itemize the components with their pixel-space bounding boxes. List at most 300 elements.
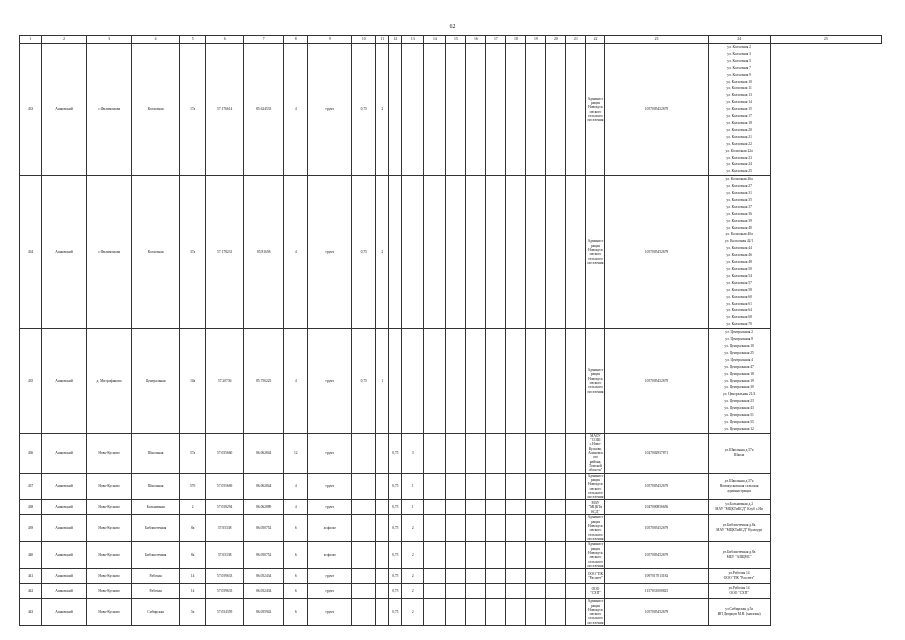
cell-empty <box>506 584 526 599</box>
cell-area: 4 <box>284 500 308 515</box>
cell-num: 443 <box>20 599 42 626</box>
cell-13: 0,75 <box>389 584 402 599</box>
cell-street: Больничная <box>132 500 180 515</box>
address-line: ул. Колхозная 46 <box>726 253 752 258</box>
cell-empty <box>526 584 546 599</box>
column-number: 24 <box>708 36 770 44</box>
address-line: ул. Колхозная 48 <box>726 260 752 265</box>
cell-empty <box>566 433 586 473</box>
cell-empty <box>506 599 526 626</box>
cell-settlement: с.Филимонова <box>87 176 132 329</box>
cell-empty <box>446 433 466 473</box>
cell-surface: грунт <box>308 44 352 176</box>
cell-14: 1 <box>402 500 424 515</box>
cell-empty <box>466 569 486 584</box>
cell-settlement: Ново-Кусково <box>87 500 132 515</box>
cell-volume: 0,75 <box>352 329 376 434</box>
address-line: МАУ "МЦКТиКСД" Культура <box>716 528 762 533</box>
cell-district: Ашковский <box>42 584 87 599</box>
address-line: ул. Колхозная 39 <box>726 218 752 223</box>
address-line: ул. Центральная 4 <box>725 357 753 362</box>
table-row <box>20 584 882 599</box>
cell-lat: 57.178231 <box>206 176 244 329</box>
cell-empty <box>566 329 586 434</box>
table-row <box>20 542 882 569</box>
cell-owner: Администрация Новокусковского сельского поселения <box>587 515 604 541</box>
column-number: 8 <box>284 36 308 44</box>
column-number: 23 <box>605 36 708 44</box>
address-line: ул. Колхозная 40 <box>726 225 752 230</box>
cell-empty <box>506 515 526 542</box>
cell-lat: 57.05338 <box>206 542 244 569</box>
cell-empty <box>566 473 586 500</box>
column-number: 13 <box>402 36 424 44</box>
address-line: ул. Колхозная 11 <box>726 86 752 91</box>
cell-empty <box>526 473 546 500</box>
cell-num: 438 <box>20 500 42 515</box>
cell-street: Школьная <box>132 473 180 500</box>
address-line: ул. Колхозная 68 <box>726 315 752 320</box>
cell-empty <box>424 44 446 176</box>
cell-settlement: Ново-Кусково <box>87 515 132 542</box>
cell-empty <box>566 584 586 599</box>
cell-lon: 86.052434 <box>244 584 284 599</box>
column-number: 11 <box>376 36 389 44</box>
cell-empty <box>486 500 506 515</box>
address-line: ООО "ПК "Рассвет" <box>723 576 755 581</box>
cell-ogrn: 1057005452679 <box>605 329 708 434</box>
address-line: ул.Рабочая 14 <box>728 586 750 591</box>
cell-area: 4 <box>284 473 308 500</box>
cell-14: 1 <box>402 473 424 500</box>
cell-13: 0,75 <box>389 473 402 500</box>
cell-house: 8а <box>180 542 206 569</box>
cell-empty <box>546 44 566 176</box>
address-line: ул.Больничная д.2 <box>725 502 754 507</box>
table-row <box>20 599 882 626</box>
cell-empty <box>486 433 506 473</box>
cell-empty <box>546 569 566 584</box>
address-line: ул. Колхозная 42/1 <box>724 239 754 244</box>
cell-empty <box>424 500 446 515</box>
address-line: ул. Центральная 12 <box>724 426 754 431</box>
cell-empty <box>546 599 566 626</box>
cell-empty <box>526 542 546 569</box>
cell-empty <box>446 44 466 176</box>
address-line: ул. Колхозная 60 <box>726 294 752 299</box>
cell-volume <box>352 599 376 626</box>
address-line: ул. Колхозная 40а <box>725 232 753 237</box>
cell-empty <box>466 515 486 542</box>
cell-13 <box>389 44 402 176</box>
address-line: ул. Колхозная 15 <box>726 107 752 112</box>
cell-surface: грунт <box>308 176 352 329</box>
address-line: ул. Центральная 30 <box>724 385 754 390</box>
cell-empty <box>506 542 526 569</box>
cell-empty <box>446 329 466 434</box>
cell-empty <box>466 599 486 626</box>
cell-empty <box>506 569 526 584</box>
cell-addresses <box>708 515 770 542</box>
cell-district: Ашковский <box>42 176 87 329</box>
cell-empty <box>466 433 486 473</box>
cell-surface: грунт <box>308 329 352 434</box>
address-line: ул. Колхозная 14 <box>726 100 752 105</box>
cell-14: 2 <box>402 542 424 569</box>
address-line: ул. Центральная 10 <box>724 343 754 348</box>
cell-house: 2 <box>180 500 206 515</box>
cell-num: 434 <box>20 176 42 329</box>
cell-empty <box>526 599 546 626</box>
address-line: ул. Колхозная 36 <box>726 211 752 216</box>
cell-volume <box>352 569 376 584</box>
cell-owner: Администрация Новокусковского сельского поселения <box>586 329 605 434</box>
cell-count <box>376 515 389 542</box>
cell-area: 6 <box>284 542 308 569</box>
cell-num: 441 <box>20 569 42 584</box>
cell-empty <box>526 515 546 542</box>
cell-ogrn: 1157031000825 <box>605 584 708 599</box>
cell-volume <box>352 584 376 599</box>
cell-empty <box>466 584 486 599</box>
address-line: ул.Школьная д.57а <box>724 448 754 453</box>
column-number: 9 <box>308 36 352 44</box>
address-line: ул. Колхозная 58 <box>726 287 752 292</box>
table-row <box>20 515 882 542</box>
cell-empty <box>486 473 506 500</box>
cell-street: Школьная <box>132 433 180 473</box>
cell-count <box>376 584 389 599</box>
cell-lat: 57.055660 <box>206 433 244 473</box>
cell-addresses <box>708 542 770 569</box>
cell-empty <box>466 44 486 176</box>
cell-house: 14 <box>180 584 206 599</box>
cell-volume <box>352 542 376 569</box>
cell-empty <box>486 542 506 569</box>
address-line: ул. Колхозная 18 <box>726 120 752 125</box>
address-line: ул. Колхозная 23 <box>726 155 752 160</box>
cell-surface: асфальт <box>308 515 352 542</box>
cell-empty <box>486 515 506 542</box>
cell-13: 0,75 <box>389 515 402 542</box>
cell-owner: Администрация Новокусковского сельского поселения <box>587 542 604 568</box>
column-number: 19 <box>526 36 546 44</box>
table-row <box>20 44 882 176</box>
cell-lat: 57.059633 <box>206 584 244 599</box>
cell-ogrn: 1027000856656 <box>605 500 708 515</box>
cell-lon: 86.055942 <box>244 599 284 626</box>
cell-empty <box>446 599 466 626</box>
cell-empty <box>566 599 586 626</box>
column-number: 22 <box>586 36 605 44</box>
cell-14 <box>402 329 424 434</box>
column-number: 4 <box>132 36 180 44</box>
cell-empty <box>526 329 546 434</box>
cell-empty <box>506 500 526 515</box>
cell-lat: 57.059633 <box>206 569 244 584</box>
cell-street: Библиотечная <box>132 542 180 569</box>
cell-addresses <box>708 500 770 515</box>
cell-area: 6 <box>284 599 308 626</box>
cell-empty <box>526 569 546 584</box>
cell-district: Ашковский <box>42 433 87 473</box>
cell-empty <box>506 433 526 473</box>
column-number: 1 <box>20 36 42 44</box>
cell-empty <box>506 473 526 500</box>
cell-empty <box>566 569 586 584</box>
address-line: ул.Библиотечная д.8а <box>722 523 756 528</box>
address-line: Новокусковская сельская администрация <box>719 484 759 493</box>
cell-14 <box>402 44 424 176</box>
cell-14: 2 <box>402 569 424 584</box>
address-line: ул. Центральная 21/2 <box>722 392 756 397</box>
cell-addresses <box>708 473 770 500</box>
cell-ogrn: 1057005452679 <box>605 515 708 542</box>
cell-owner: Администрация Новокусковского сельского поселения <box>587 599 604 625</box>
cell-empty <box>546 329 566 434</box>
cell-area: 12 <box>284 433 308 473</box>
cell-house: 57б <box>180 473 206 500</box>
table-row <box>20 176 882 329</box>
address-line: ул.Библиотечная д.8а <box>722 550 756 555</box>
address-line: ул. Центральная 51 <box>724 413 754 418</box>
table-row <box>20 569 882 584</box>
address-line: ул. Центральная 8 <box>725 337 753 342</box>
cell-empty <box>424 542 446 569</box>
cell-street: Колхозная <box>132 44 180 176</box>
page-number: 62 <box>449 24 456 30</box>
cell-owner: Администрация Новокусковского сельского поселения <box>587 473 604 500</box>
cell-empty <box>424 584 446 599</box>
address-line: ул. Центральная 2 <box>725 330 753 335</box>
cell-volume <box>352 500 376 515</box>
address-line: ул. Колхозная 64 <box>726 308 752 313</box>
address-line: МБУ "АЗЩМС" <box>726 555 752 560</box>
cell-area: 6 <box>284 584 308 599</box>
column-number: 25 <box>770 36 881 44</box>
address-line: ул. Центральная 23 <box>724 399 754 404</box>
cell-owner: ООО "ПК "Рассвет" <box>586 569 605 584</box>
table-body <box>20 36 882 626</box>
address-line: ул. Центральная 43 <box>724 406 754 411</box>
address-line: ул. Колхозная 25 <box>726 169 752 174</box>
column-number: 7 <box>244 36 284 44</box>
cell-area: 6 <box>284 569 308 584</box>
cell-addresses <box>708 176 770 329</box>
cell-empty <box>546 473 566 500</box>
cell-14: 2 <box>402 599 424 626</box>
address-line: ул. Центральная 25 <box>724 350 754 355</box>
address-line: ул. Колхозная 27 <box>726 184 752 189</box>
cell-empty <box>446 569 466 584</box>
cell-14 <box>402 176 424 329</box>
cell-house: 37а <box>180 176 206 329</box>
cell-lat: 57.055669 <box>206 473 244 500</box>
cell-district: Ашковский <box>42 44 87 176</box>
cell-empty <box>546 584 566 599</box>
cell-house: 5а <box>180 599 206 626</box>
address-line: ул. Колхозная 35 <box>726 197 752 202</box>
address-line: ИП Дворцов М.В. (магазин) <box>717 612 761 617</box>
address-line: ул. Колхозная 22 <box>726 141 752 146</box>
column-number: 21 <box>566 36 586 44</box>
cell-empty <box>466 176 486 329</box>
cell-13: 0,75 <box>389 500 402 515</box>
cell-ogrn: 1057005452679 <box>605 44 708 176</box>
cell-surface: грунт <box>308 569 352 584</box>
cell-empty <box>446 542 466 569</box>
cell-street: Колхозная <box>132 176 180 329</box>
cell-empty <box>566 515 586 542</box>
address-line: ул. Колхозная 54 <box>726 273 752 278</box>
cell-lon: 86.050752 <box>244 542 284 569</box>
cell-empty <box>546 176 566 329</box>
cell-empty <box>446 500 466 515</box>
cell-empty <box>546 542 566 569</box>
cell-owner: ООО "СХП" <box>586 584 605 599</box>
cell-lat: 57.058294 <box>206 500 244 515</box>
cell-14: 2 <box>402 584 424 599</box>
cell-empty <box>546 433 566 473</box>
address-line: ул. Колхозная 9 <box>727 72 751 77</box>
cell-district: Ашковский <box>42 569 87 584</box>
cell-empty <box>424 176 446 329</box>
cell-surface: грунт <box>308 599 352 626</box>
cell-settlement: Ново-Кусково <box>87 584 132 599</box>
cell-lon: 85.756225 <box>244 329 284 434</box>
column-number: 16 <box>466 36 486 44</box>
address-line: ул. Колхозная 21 <box>726 134 752 139</box>
cell-empty <box>466 473 486 500</box>
column-number: 17 <box>486 36 506 44</box>
address-line: ул. Колхозная 44 <box>726 246 752 251</box>
cell-lon: 86.062844 <box>244 473 284 500</box>
address-line: ул. Центральная 55 <box>724 419 754 424</box>
cell-volume: 0,75 <box>352 44 376 176</box>
cell-empty <box>526 176 546 329</box>
column-number: 18 <box>506 36 526 44</box>
cell-count: 2 <box>376 44 389 176</box>
cell-owner: Администрация Новокусковского сельского поселения <box>586 176 605 329</box>
column-number: 20 <box>546 36 566 44</box>
cell-addresses <box>708 329 770 434</box>
cell-empty <box>424 473 446 500</box>
cell-house: 14 <box>180 569 206 584</box>
address-line: ул. Центральная 19 <box>724 378 754 383</box>
cell-owner: МАУ "МЦКТиКСД" <box>586 500 605 515</box>
cell-empty <box>486 329 506 434</box>
cell-13 <box>389 329 402 434</box>
address-line: ул. Колхозная 37 <box>726 204 752 209</box>
cell-count <box>376 433 389 473</box>
cell-13 <box>389 176 402 329</box>
cell-addresses <box>708 44 770 176</box>
cell-volume <box>352 433 376 473</box>
address-line: ул. Колхозная 10 <box>726 79 752 84</box>
cell-lat: 57.20736 <box>206 329 244 434</box>
cell-empty <box>486 599 506 626</box>
cell-lon: 86.062844 <box>244 433 284 473</box>
address-line: ул. Колхозная 31 <box>726 191 752 196</box>
cell-district: Ашковский <box>42 599 87 626</box>
cell-area: 4 <box>284 176 308 329</box>
address-line: ул. Колхозная 57 <box>726 280 752 285</box>
column-number: 15 <box>446 36 466 44</box>
cell-empty <box>424 599 446 626</box>
cell-empty <box>506 329 526 434</box>
cell-empty <box>424 433 446 473</box>
cell-ogrn: 1027002957871 <box>605 433 708 473</box>
table-row <box>20 473 882 500</box>
cell-num: 437 <box>20 473 42 500</box>
registry-table <box>19 35 882 626</box>
cell-14: 2 <box>402 515 424 542</box>
column-number-row <box>20 36 882 44</box>
cell-ogrn: 1057005452679 <box>605 176 708 329</box>
cell-addresses <box>708 599 770 626</box>
cell-lon: 85.624533 <box>244 44 284 176</box>
address-line: ул. Колхозная 50 <box>726 267 752 271</box>
cell-num: 433 <box>20 44 42 176</box>
cell-settlement: Ново-Кусково <box>87 542 132 569</box>
cell-empty <box>466 500 486 515</box>
cell-addresses <box>708 569 770 584</box>
address-line: Школа <box>733 453 745 458</box>
cell-settlement: Ново-Кусково <box>87 599 132 626</box>
cell-lon: 85.81658 <box>244 176 284 329</box>
cell-volume <box>352 515 376 542</box>
cell-empty <box>566 500 586 515</box>
cell-empty <box>446 176 466 329</box>
cell-lat: 57.05338 <box>206 515 244 542</box>
cell-settlement: д. Митрофаново <box>87 329 132 434</box>
cell-empty <box>526 500 546 515</box>
cell-settlement: Ново-Кусково <box>87 569 132 584</box>
cell-empty <box>486 176 506 329</box>
cell-empty <box>526 44 546 176</box>
address-line: ул.Школьная д.57а <box>724 479 754 483</box>
cell-num: 440 <box>20 542 42 569</box>
cell-empty <box>466 542 486 569</box>
table-row <box>20 329 882 434</box>
cell-empty <box>566 44 586 176</box>
cell-empty <box>446 584 466 599</box>
cell-house: 8а <box>180 515 206 542</box>
cell-surface: грунт <box>308 433 352 473</box>
address-line: ул. Центральная 18 <box>724 371 754 376</box>
column-number: 5 <box>180 36 206 44</box>
address-line: ул. Колхозная 26а <box>725 177 753 182</box>
table-row <box>20 433 882 473</box>
address-line: ул. Колхозная 7 <box>727 65 751 70</box>
cell-street: Библиотечная <box>132 515 180 542</box>
cell-area: 6 <box>284 515 308 542</box>
cell-surface: грунт <box>308 473 352 500</box>
cell-count <box>376 473 389 500</box>
cell-lat: 57.054359 <box>206 599 244 626</box>
cell-surface: грунт <box>308 500 352 515</box>
cell-13: 0,75 <box>389 569 402 584</box>
cell-empty <box>446 515 466 542</box>
address-line: ул. Колхозная 17 <box>726 114 752 119</box>
address-line: ул. Колхозная 5 <box>727 58 751 63</box>
cell-count <box>376 569 389 584</box>
cell-area: 4 <box>284 44 308 176</box>
cell-district: Ашковский <box>42 473 87 500</box>
cell-addresses <box>708 584 770 599</box>
cell-empty <box>466 329 486 434</box>
cell-empty <box>486 569 506 584</box>
